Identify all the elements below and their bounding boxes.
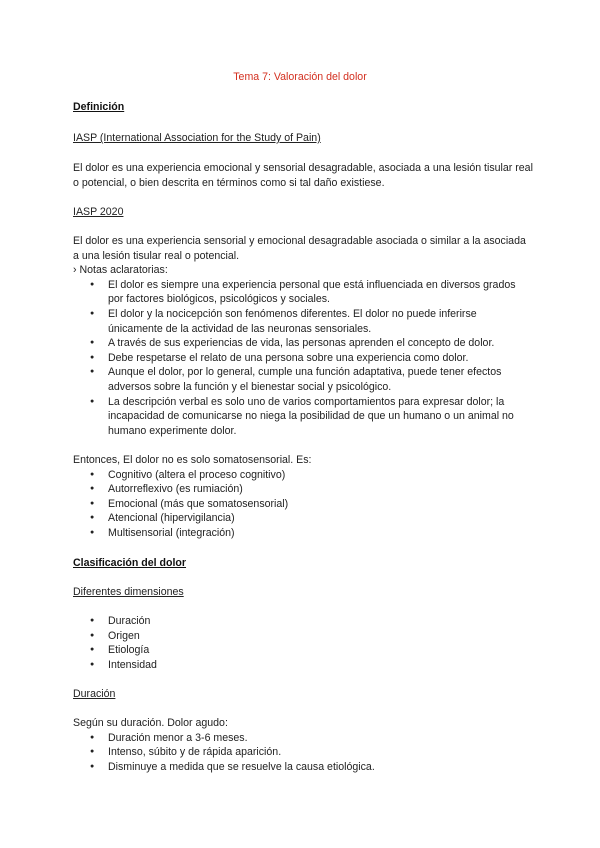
entonces-list: [73, 468, 533, 541]
list-item: ● Origen: [73, 629, 533, 644]
dimensiones-label: Diferentes dimensiones: [73, 586, 184, 598]
iasp-label: IASP (International Association for the Study of Pain): [73, 132, 321, 144]
list-item: ● Aunque el dolor, por lo general, cumple una función adaptativa, puede tener efectos adversos sobre la función y el bienestar social y psicológico.: [73, 365, 533, 394]
list-item: ● El dolor es siempre una experiencia personal que está influenciada en diversos grados por factores biológicos, psicológicos y sociales.: [73, 278, 533, 307]
dimensiones-list: [73, 614, 533, 672]
list-item: ● A través de sus experiencias de vida, las personas aprenden el concepto de dolor.: [73, 336, 533, 351]
iasp-2020-definition: El dolor es una experiencia sensorial y emocional desagradable asociada o similar a la asociada a una lesión tisular real o potencial.: [73, 235, 526, 262]
list-item: ● La descripción verbal es solo uno de varios comportamientos para expresar dolor; la incapacidad de comunicarse no niega la posibilidad de que un humano o un animal no humano experimente dolor.: [73, 395, 533, 439]
clasificacion-heading: Clasificación del dolor: [73, 557, 187, 569]
entonces-section: [73, 453, 533, 541]
duracion-intro: Según su duración. Dolor agudo:: [73, 717, 228, 729]
duracion-label: Duración: [73, 688, 116, 700]
duracion-section: [73, 716, 533, 774]
page-title: Tema 7: Valoración del dolor: [233, 71, 367, 83]
list-item: ● Emocional (más que somatosensorial): [73, 497, 533, 512]
list-item: ● Duración menor a 3-6 meses.: [73, 731, 533, 746]
iasp-2020-section: [73, 234, 533, 438]
duracion-list: [73, 731, 533, 775]
list-item: ● Duración: [73, 614, 533, 629]
list-item: ● Autorreflexivo (es rumiación): [73, 482, 533, 497]
notas-list: [73, 278, 533, 439]
list-item: ● Intensidad: [73, 658, 533, 673]
list-item: ● Multisensorial (integración): [73, 526, 533, 541]
list-item: ● Intenso, súbito y de rápida aparición.: [73, 745, 533, 760]
iasp-2020-label: IASP 2020: [73, 206, 124, 218]
list-item: ● Atencional (hipervigilancia): [73, 511, 533, 526]
list-item: ● Etiología: [73, 643, 533, 658]
entonces-text: Entonces, El dolor no es solo somatosensorial. Es:: [73, 454, 312, 466]
list-item: ● Disminuye a medida que se resuelve la causa etiológica.: [73, 760, 533, 775]
definicion-heading: Definición: [73, 101, 125, 113]
notas-label: › Notas aclaratorias:: [73, 264, 168, 277]
list-item: ● Debe respetarse el relato de una persona sobre una experiencia como dolor.: [73, 351, 533, 366]
iasp-definition: El dolor es una experiencia emocional y sensorial desagradable, asociada a una lesión tisular real o potencial, o bien descrita en términos como si tal daño existiese.: [73, 162, 533, 189]
list-item: ● Cognitivo (altera el proceso cognitivo): [73, 468, 533, 483]
list-item: ● El dolor y la nocicepción son fenómenos diferentes. El dolor no puede inferirse únicamente de la actividad de las neuronas sensoriales.: [73, 307, 533, 336]
